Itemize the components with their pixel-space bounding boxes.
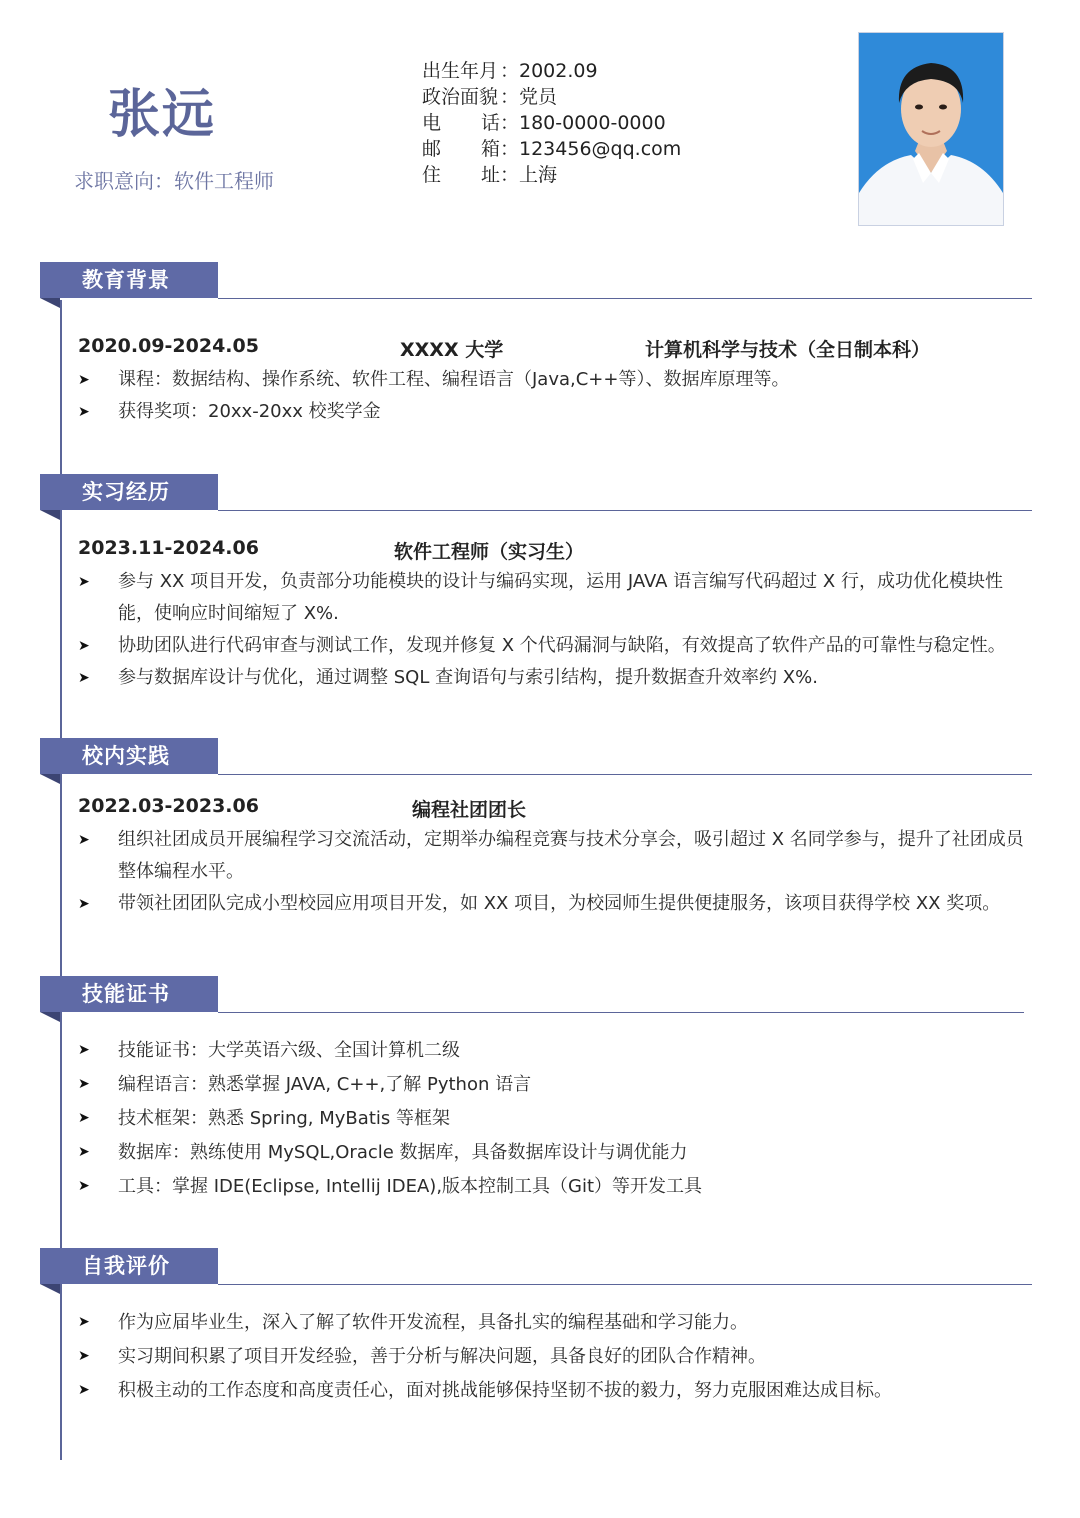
personal-info	[422, 58, 681, 188]
info-birth: 出生年月 ： 2002.09	[422, 60, 598, 82]
edu-bullets	[78, 364, 1028, 428]
edu-school: XXXX 大学	[400, 339, 504, 361]
list-item: ➤ 编程语言：熟悉掌握 JAVA, C++,了解 Python 语言	[78, 1068, 1028, 1102]
arrow-bullet-icon: ➤	[78, 574, 90, 590]
person-portrait-icon	[859, 33, 1003, 225]
section-divider	[218, 1012, 1024, 1013]
list-item: ➤ 组织社团成员开展编程学习交流活动，定期举办编程竞赛与技术分享会，吸引超过 X 名同学参与，提升了社团成员整体编程水平。	[78, 824, 1028, 888]
arrow-bullet-icon: ➤	[78, 372, 90, 388]
section-header-education: 教育背景	[40, 262, 218, 298]
arrow-bullet-icon: ➤	[78, 670, 90, 686]
profile-photo	[858, 32, 1004, 226]
arrow-bullet-icon: ➤	[78, 404, 90, 420]
info-value: 180-0000-0000	[519, 112, 666, 134]
candidate-name: 张远	[108, 85, 217, 145]
section-header-campus: 校内实践	[40, 738, 218, 774]
list-item: ➤ 课程：数据结构、操作系统、软件工程、编程语言（Java,C++等）、数据库原理等。	[78, 364, 1028, 396]
arrow-bullet-icon: ➤	[78, 638, 90, 654]
arrow-bullet-icon: ➤	[78, 1042, 90, 1058]
section-header-self: 自我评价	[40, 1248, 218, 1284]
arrow-bullet-icon: ➤	[78, 1178, 90, 1194]
list-item: ➤ 作为应届毕业生，深入了解了软件开发流程，具备扎实的编程基础和学习能力。	[78, 1306, 1028, 1340]
intern-role: 软件工程师（实习生）	[394, 541, 585, 563]
section-fold-decoration	[40, 1012, 60, 1022]
campus-period: 2022.03-2023.06	[78, 795, 259, 817]
list-item: ➤ 协助团队进行代码审查与测试工作，发现并修复 X 个代码漏洞与缺陷，有效提高了软件产品的可靠性与稳定性。	[78, 630, 1028, 662]
info-value: 上海	[519, 164, 558, 186]
list-item: ➤ 参与数据库设计与优化，通过调整 SQL 查询语句与索引结构，提升数据查升效率约 X%.	[78, 662, 1028, 694]
info-label: 出生年月	[422, 60, 499, 82]
edu-major: 计算机科学与技术（全日制本科）	[645, 339, 931, 361]
arrow-bullet-icon: ➤	[78, 832, 90, 848]
campus-role: 编程社团团长	[412, 799, 527, 821]
info-label: 电 话	[422, 112, 500, 134]
section-header-skills: 技能证书	[40, 976, 218, 1012]
intern-period: 2023.11-2024.06	[78, 537, 259, 559]
arrow-bullet-icon: ➤	[78, 1348, 90, 1364]
list-item: ➤ 积极主动的工作态度和高度责任心，面对挑战能够保持坚韧不拔的毅力，努力克服困难达成目标。	[78, 1374, 1028, 1408]
skills-bullets	[78, 1034, 1028, 1204]
self-bullets	[78, 1306, 1028, 1408]
section-fold-decoration	[40, 510, 60, 520]
campus-bullets	[78, 824, 1028, 920]
section-header-internship: 实习经历	[40, 474, 218, 510]
info-label: 邮 箱	[422, 138, 500, 160]
section-fold-decoration	[40, 298, 60, 308]
info-label: 住 址	[422, 164, 500, 186]
list-item: ➤ 数据库：熟练使用 MySQL,Oracle 数据库，具备数据库设计与调优能力	[78, 1136, 1028, 1170]
info-label: 政治面貌	[422, 86, 499, 108]
edu-period: 2020.09-2024.05	[78, 335, 259, 357]
info-politics: 政治面貌 ： 党员	[422, 86, 558, 108]
arrow-bullet-icon: ➤	[78, 896, 90, 912]
arrow-bullet-icon: ➤	[78, 1076, 90, 1092]
intern-bullets	[78, 566, 1028, 694]
job-intent: 求职意向：软件工程师	[74, 169, 274, 193]
info-value: 123456@qq.com	[519, 138, 682, 160]
arrow-bullet-icon: ➤	[78, 1110, 90, 1126]
section-divider	[218, 298, 1032, 299]
list-item: ➤ 实习期间积累了项目开发经验，善于分析与解决问题，具备良好的团队合作精神。	[78, 1340, 1028, 1374]
section-divider	[218, 774, 1032, 775]
info-phone: 电 话 ： 180-0000-0000	[422, 112, 666, 134]
info-value: 2002.09	[519, 60, 598, 82]
arrow-bullet-icon: ➤	[78, 1144, 90, 1160]
section-divider	[218, 510, 1032, 511]
list-item: ➤ 参与 XX 项目开发，负责部分功能模块的设计与编码实现，运用 JAVA 语言编写代码超过 X 行，成功优化模块性能，使响应时间缩短了 X%.	[78, 566, 1028, 630]
section-fold-decoration	[40, 1284, 60, 1294]
arrow-bullet-icon: ➤	[78, 1382, 90, 1398]
list-item: ➤ 技术框架：熟悉 Spring, MyBatis 等框架	[78, 1102, 1028, 1136]
list-item: ➤ 工具：掌握 IDE(Eclipse, Intellij IDEA),版本控制工具（Git）等开发工具	[78, 1170, 1028, 1204]
info-address: 住 址 ： 上海	[422, 164, 558, 186]
info-value: 党员	[519, 86, 558, 108]
section-divider	[218, 1284, 1032, 1285]
list-item: ➤ 带领社团团队完成小型校园应用项目开发，如 XX 项目，为校园师生提供便捷服务，该项目获得学校 XX 奖项。	[78, 888, 1028, 920]
info-email: 邮 箱 ： 123456@qq.com	[422, 138, 682, 160]
list-item: ➤ 技能证书：大学英语六级、全国计算机二级	[78, 1034, 1028, 1068]
section-fold-decoration	[40, 774, 60, 784]
arrow-bullet-icon: ➤	[78, 1314, 90, 1330]
list-item: ➤ 获得奖项：20xx-20xx 校奖学金	[78, 396, 1028, 428]
